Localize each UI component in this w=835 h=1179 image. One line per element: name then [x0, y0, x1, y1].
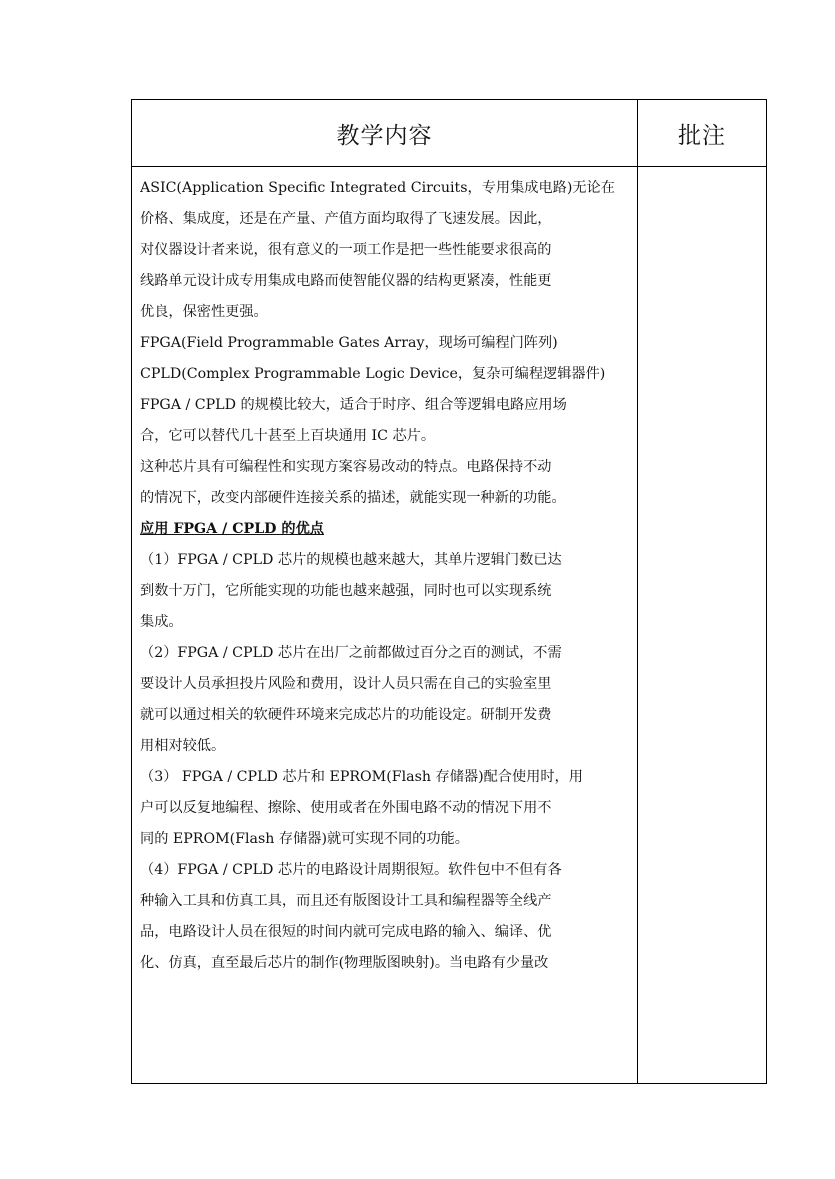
content-cell — [140, 173, 632, 979]
text-line: 品，电路设计人员在很短的时间内就可完成电路的输入、编译、优 — [140, 924, 552, 940]
text-line: 优良，保密性更强。 — [140, 304, 268, 320]
text-line: 到数十万门，它所能实现的功能也越来越强，同时也可以实现系统 — [140, 583, 552, 599]
text-line: 线路单元设计成专用集成电路而使智能仪器的结构更紧凑，性能更 — [140, 273, 552, 289]
text-line: 合，它可以替代几十甚至上百块通用 IC 芯片。 — [140, 428, 436, 444]
text-line: ASIC(Application Specific Integrated Circuits，专用集成电路)无论在 — [140, 180, 615, 196]
text-line: FPGA(Field Programmable Gates Array，现场可编程门阵列) — [140, 335, 558, 351]
text-line: （2）FPGA / CPLD 芯片在出厂之前都做过百分之百的测试，不需 — [140, 645, 562, 661]
text-line: 种输入工具和仿真工具，而且还有版图设计工具和编程器等全线产 — [140, 893, 552, 909]
text-line: 要设计人员承担投片风险和费用，设计人员只需在自己的实验室里 — [140, 676, 552, 692]
text-line: 用相对较低。 — [140, 738, 226, 754]
column-divider — [637, 100, 638, 1083]
text-line: 的情况下，改变内部硬件连接关系的描述，就能实现一种新的功能。 — [140, 490, 566, 506]
text-line: FPGA / CPLD 的规模比较大，适合于时序、组合等逻辑电路应用场 — [140, 397, 567, 413]
section-heading: 应用 FPGA / CPLD 的优点 — [140, 521, 324, 537]
text-line: 价格、集成度，还是在产量、产值方面均取得了飞速发展。因此， — [140, 211, 552, 227]
text-line: 户可以反复地编程、擦除、使用或者在外围电路不动的情况下用不 — [140, 800, 552, 816]
lesson-table — [131, 99, 767, 1084]
text-line: 对仪器设计者来说，很有意义的一项工作是把一些性能要求很高的 — [140, 242, 552, 258]
table-header-row — [132, 100, 766, 167]
content-column-header: 教学内容 — [336, 123, 433, 149]
text-line: 化、仿真，直至最后芯片的制作(物理版图映射)。当电路有少量改 — [140, 955, 549, 971]
text-line: 这种芯片具有可编程性和实现方案容易改动的特点。电路保持不动 — [140, 459, 552, 475]
text-line: 就可以通过相关的软硬件环境来完成芯片的功能设定。研制开发费 — [140, 707, 552, 723]
text-line: 集成。 — [140, 614, 183, 630]
text-line: （4）FPGA / CPLD 芯片的电路设计周期很短。软件包中不但有各 — [140, 862, 562, 878]
text-line: CPLD(Complex Programmable Logic Device，复杂可编程逻辑器件) — [140, 366, 606, 382]
text-line: （1）FPGA / CPLD 芯片的规模也越来越大，其单片逻辑门数已达 — [140, 552, 562, 568]
text-line: （3） FPGA / CPLD 芯片和 EPROM(Flash 存储器)配合使用时，用 — [140, 769, 583, 785]
text-line: 同的 EPROM(Flash 存储器)就可实现不同的功能。 — [140, 831, 469, 847]
notes-column-header: 批注 — [678, 123, 726, 149]
